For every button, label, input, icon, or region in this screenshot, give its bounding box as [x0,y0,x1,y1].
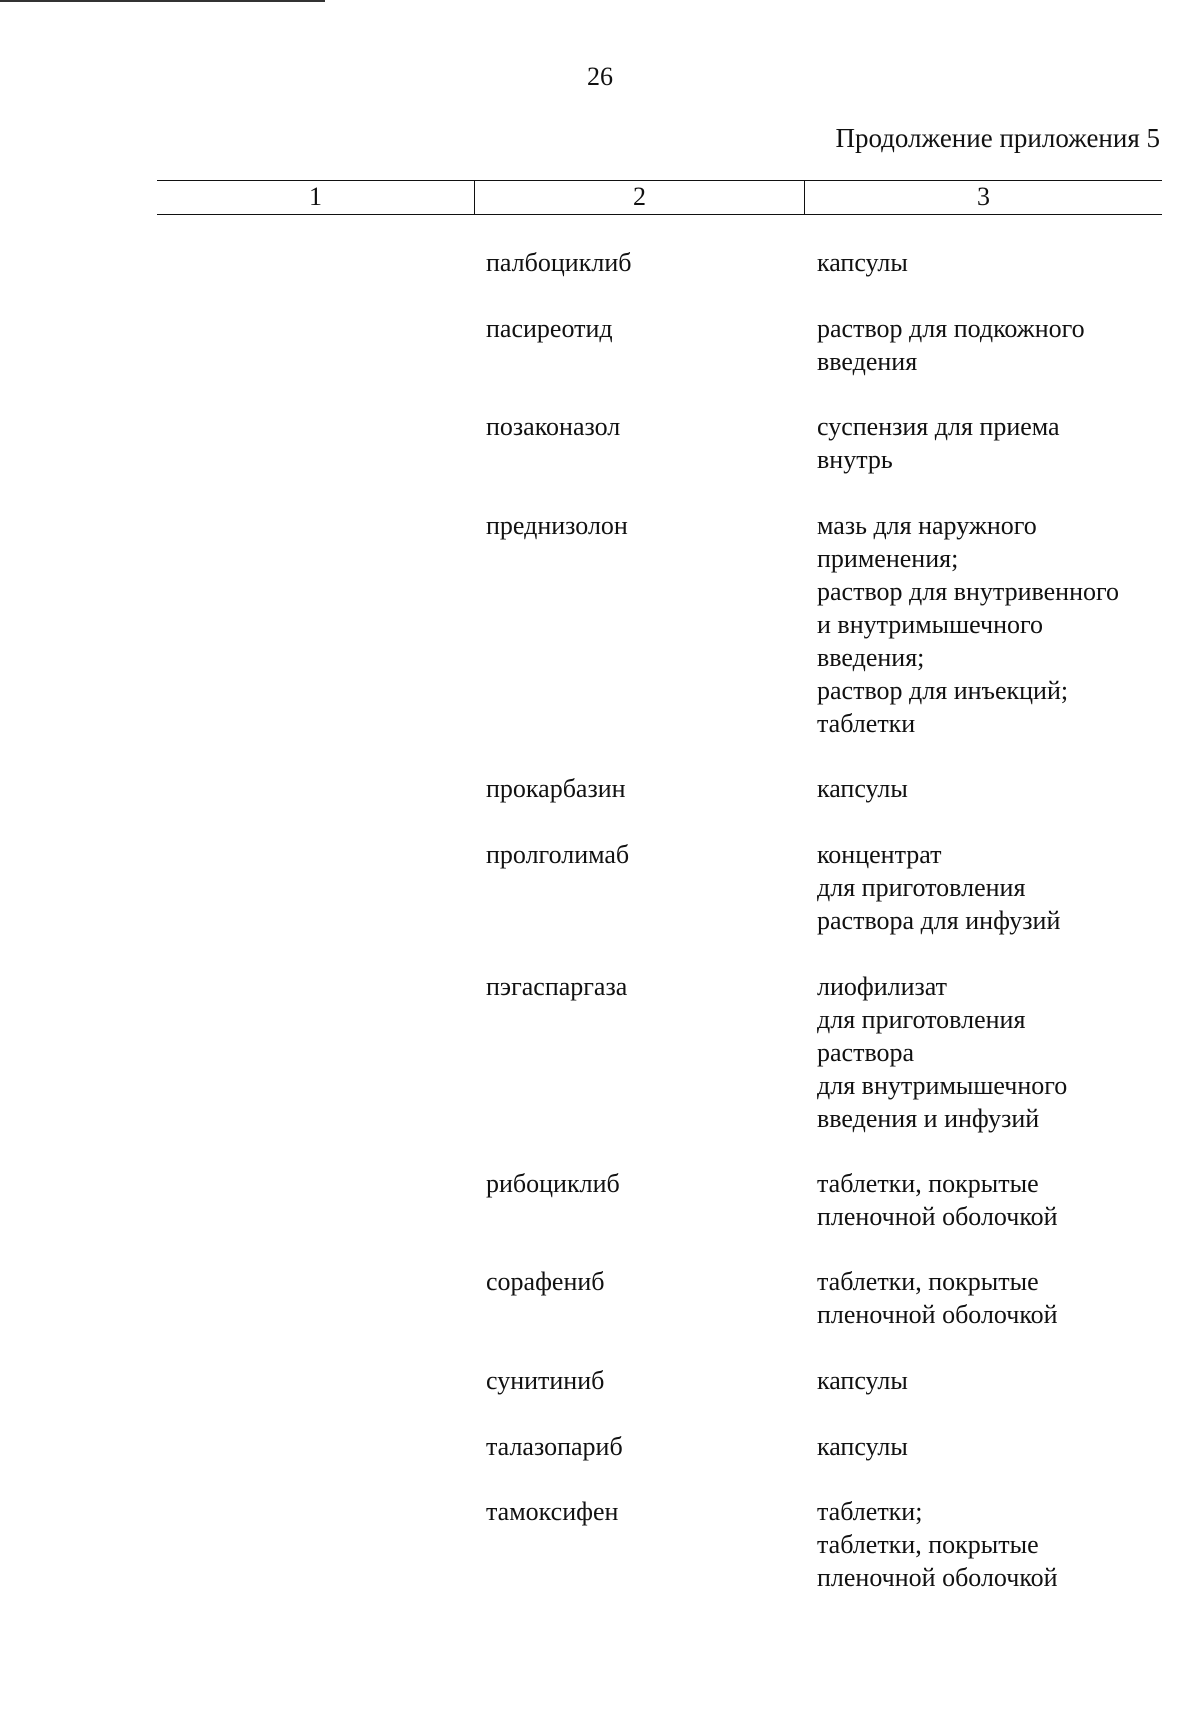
dosage-form-line: концентрат [817,840,942,869]
dosage-form-line: мазь для наружного [817,511,1037,540]
dosage-form-line: введения [817,347,918,376]
page-number: 26 [587,62,613,91]
dosage-form-line: таблетки, покрытые [817,1169,1039,1198]
dosage-form-line: таблетки; [817,1497,923,1526]
dosage-form-line: таблетки, покрытые [817,1267,1039,1296]
dosage-form-line: суспензия для приема [817,412,1060,441]
drug-name: пасиреотид [486,314,613,343]
dosage-form-line: для внутримышечного [817,1071,1068,1100]
dosage-form [817,772,908,805]
dosage-form [817,970,1067,1135]
dosage-form [817,1167,1058,1233]
dosage-form-line: раствора [817,1038,915,1067]
dosage-form [817,838,1060,937]
drug-name: позаконазол [486,412,621,441]
dosage-form-line: пленочной оболочкой [817,1563,1058,1592]
dosage-form-line: таблетки, покрытые [817,1530,1039,1559]
column-header-3: 3 [804,181,1162,214]
dosage-form-line: капсулы [817,1432,908,1461]
dosage-form-line: капсулы [817,248,908,277]
column-header-1: 1 [309,182,322,211]
dosage-form-line: введения и инфузий [817,1104,1040,1133]
dosage-form [817,1430,908,1463]
dosage-form-line: применения; [817,544,959,573]
dosage-form-line: пленочной оболочкой [817,1300,1058,1329]
column-header-2: 2 [474,181,804,214]
dosage-form [817,1265,1058,1331]
drug-name: палбоциклиб [486,248,632,277]
dosage-form-line: раствор для инъекций; [817,676,1069,705]
drug-name: рибоциклиб [486,1169,620,1198]
dosage-form [817,1364,908,1397]
dosage-form-line: раствора для инфузий [817,906,1061,935]
dosage-form-line: пленочной оболочкой [817,1202,1058,1231]
dosage-form [817,1495,1058,1594]
drug-name: талазопариб [486,1432,623,1461]
drug-name: пролголимаб [486,840,630,869]
drug-name: сунитиниб [486,1366,605,1395]
dosage-form-line: введения; [817,643,925,672]
dosage-form [817,312,1085,378]
dosage-form-line: лиофилизат [817,972,948,1001]
dosage-form-line: капсулы [817,1366,908,1395]
dosage-form-line: раствор для внутривенного [817,577,1119,606]
dosage-form-line: раствор для подкожного [817,314,1085,343]
dosage-form [817,410,1060,476]
drug-name: сорафениб [486,1267,605,1296]
dosage-form-line: для приготовления [817,873,1026,902]
dosage-form [817,509,1119,740]
dosage-form-line: для приготовления [817,1005,1026,1034]
continuation-title: Продолжение приложения 5 [835,123,1160,153]
drug-name: пэгаспаргаза [486,972,628,1001]
dosage-form-line: таблетки [817,709,916,738]
drug-name: преднизолон [486,511,628,540]
dosage-form-line: капсулы [817,774,908,803]
drug-name: тамоксифен [486,1497,619,1526]
dosage-form-line: внутрь [817,445,893,474]
dosage-form [817,246,908,279]
dosage-form-line: и внутримышечного [817,610,1044,639]
drug-name: прокарбазин [486,774,626,803]
